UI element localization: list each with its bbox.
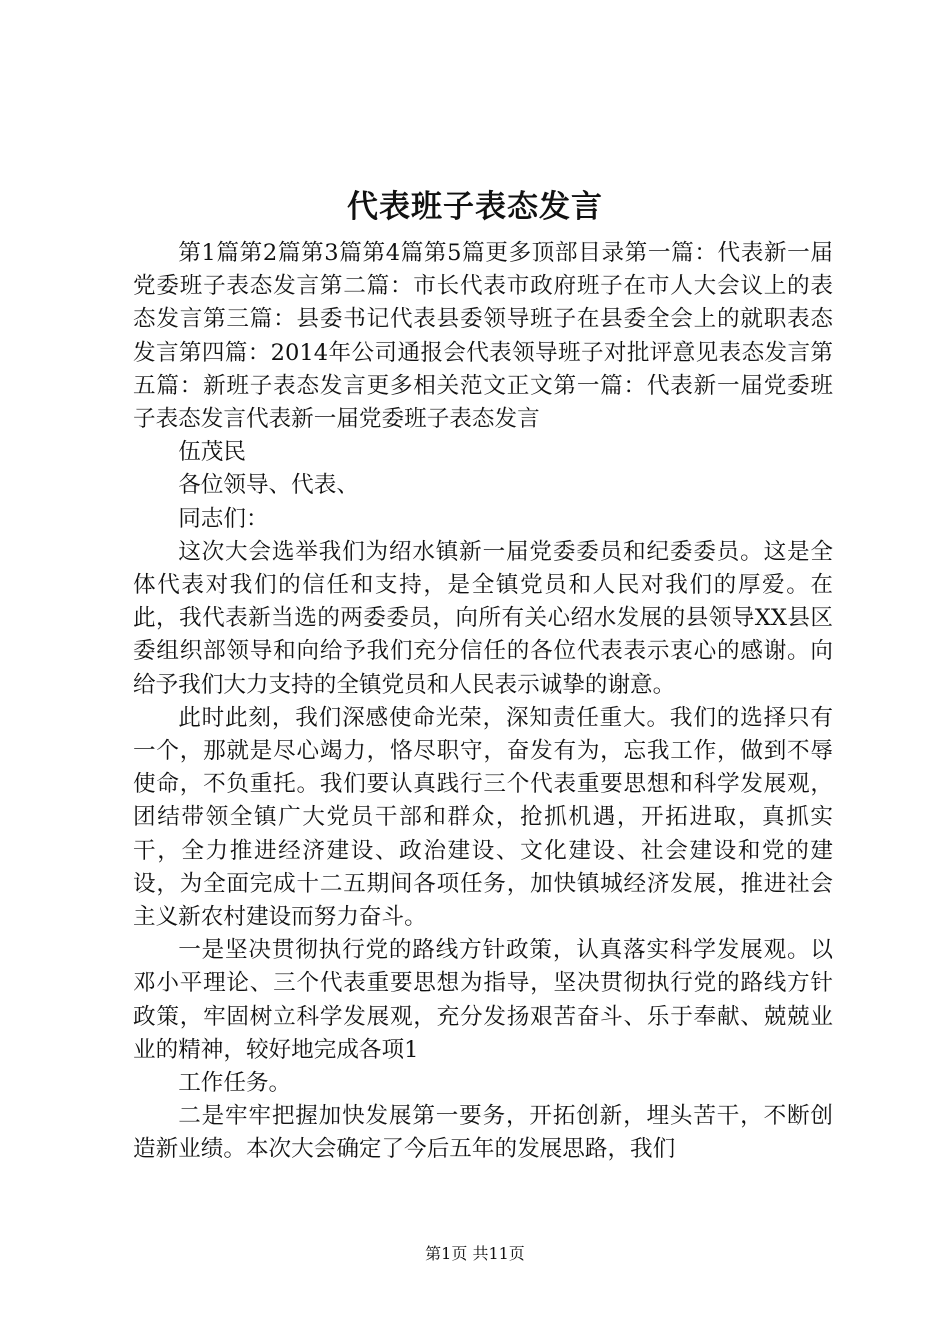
salutation-line: 同志们： <box>178 505 269 532</box>
document-body <box>133 237 833 1167</box>
salutation-line: 各位领导、代表、 <box>178 472 359 499</box>
page-number: 第1页 共11页 <box>425 1244 525 1263</box>
body-paragraph: 工作任务。 <box>178 1070 292 1097</box>
body-paragraph: 此时此刻，我们深感使命光荣，深知责任重大。我们的选择只有一个，那就是尽心竭力，恪尽职守，奋发有为，忘我工作，做到不辱使命，不负重托。我们要认真践行三个代表重要思想和科学发展观，团结带领全镇广大党员干部和群众，抢抓机遇，开拓进取，真抓实干，全力推进经济建设、政治建设、文化建设、社会建设和党的建设，为全面完成十二五期间各项任务，加快镇城经济发展，推进社会主义新农村建设而努力奋斗。 <box>133 704 833 931</box>
body-paragraph: 一是坚决贯彻执行党的路线方针政策，认真落实科学发展观。以邓小平理论、三个代表重要思想为指导，坚决贯彻执行党的路线方针政策，牢固树立科学发展观，充分发扬艰苦奋斗、乐于奉献、兢兢业业的精神，较好地完成各项1 <box>133 937 833 1063</box>
document-title: 代表班子表态发言 <box>347 189 603 225</box>
author-name: 伍茂民 <box>178 439 246 466</box>
toc-paragraph: 第1篇第2篇第3篇第4篇第5篇更多顶部目录第一篇：代表新一届党委班子表态发言第二篇：市长代表市政府班子在市人大会议上的表态发言第三篇：县委书记代表县委领导班子在县委全会上的就职表态发言第四篇：2014年公司通报会代表领导班子对批评意见表态发言第五篇：新班子表态发言更多相关范文正文第一篇：代表新一届党委班子表态发言代表新一届党委班子表态发言 <box>133 240 833 433</box>
body-paragraph: 这次大会选举我们为绍水镇新一届党委委员和纪委委员。这是全体代表对我们的信任和支持，是全镇党员和人民对我们的厚爱。在此，我代表新当选的两委委员，向所有关心绍水发展的县领导XX县区委组织部领导和向给予我们充分信任的各位代表表示衷心的感谢。向给予我们大力支持的全镇党员和人民表示诚挚的谢意。 <box>133 538 833 698</box>
body-paragraph: 二是牢牢把握加快发展第一要务，开拓创新，埋头苦干，不断创造新业绩。本次大会确定了今后五年的发展思路，我们 <box>133 1103 833 1163</box>
